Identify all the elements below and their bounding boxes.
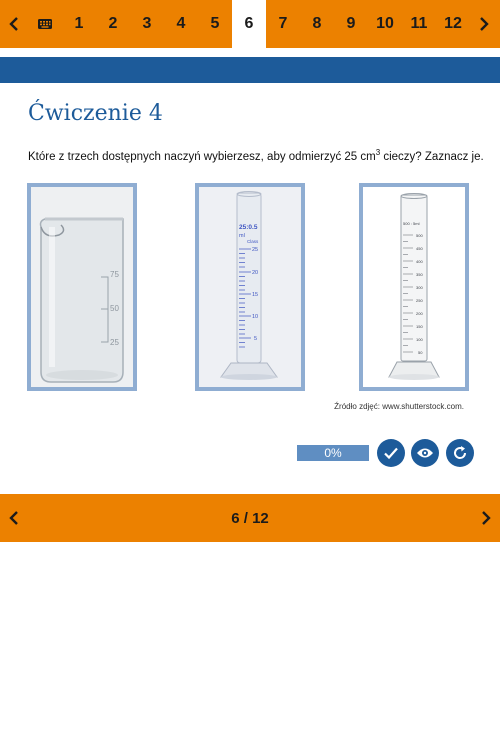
small-cylinder-label-10: 10 [252,314,259,320]
beaker-image [31,187,133,387]
bottom-next-arrow[interactable] [472,494,500,542]
small-cylinder-label-5: 5 [254,336,258,342]
page-2[interactable]: 2 [108,15,118,32]
large-cylinder-image [363,187,465,387]
check-icon [383,445,399,461]
next-page-arrow[interactable] [470,0,498,48]
small-cylinder-label-20: 20 [252,270,259,276]
page-5[interactable]: 5 [210,15,220,32]
beaker-label-50: 50 [110,304,119,313]
beaker-label-75: 75 [110,270,119,279]
large-cylinder-label-capacity: 500 : 5ml [403,221,420,226]
check-button[interactable] [377,439,405,467]
page-3[interactable]: 3 [142,15,152,32]
chevron-left-icon [8,510,20,526]
page-1[interactable]: 1 [74,15,84,32]
page-8[interactable]: 8 [312,15,322,32]
chevron-right-icon [480,510,492,526]
small-cylinder-label-capacity: 25:0.5 [239,224,258,231]
top-navigation [0,0,500,48]
large-cylinder-label-350: 350 [416,272,423,277]
page-counter: 6 / 12 [231,509,269,527]
eye-icon [416,446,434,460]
page-12[interactable]: 12 [444,15,462,32]
reset-icon [452,445,468,461]
exercise-question: Które z trzech dostępnych naczyń wybierzesz, aby odmierzyć 25 $cm^3$ cieczy? Zaznacz je. [28,148,484,163]
bottom-navigation [0,494,500,542]
small-cylinder-image [199,187,301,387]
keyboard-button[interactable] [28,0,62,48]
chevron-right-icon [478,16,490,32]
exercise-title: Ćwiczenie 4 [28,101,163,126]
beaker-label-25: 25 [110,338,119,347]
page-9[interactable]: 9 [346,15,356,32]
chevron-left-icon [8,16,20,32]
vessel-option-large-cylinder[interactable] [359,183,469,391]
section-header-bar [0,57,500,83]
large-cylinder-label-300: 300 [416,285,423,290]
small-cylinder-label-15: 15 [252,292,259,298]
large-cylinder-label-250: 250 [416,298,423,303]
vessel-option-small-cylinder[interactable] [195,183,305,391]
image-source-caption: Źródło zdjęć: www.shutterstock.com. [334,402,464,411]
small-cylinder-label-ml: ml [239,233,245,239]
large-cylinder-label-500: 500 [416,233,423,238]
page-7[interactable]: 7 [278,15,288,32]
large-cylinder-label-150: 150 [416,324,423,329]
show-answer-button[interactable] [411,439,439,467]
small-cylinder-label-class: Class [247,239,259,244]
page-11[interactable]: 11 [410,15,428,32]
large-cylinder-label-450: 450 [416,246,423,251]
large-cylinder-label-100: 100 [416,337,423,342]
large-cylinder-label-50: 50 [418,350,423,355]
bottom-prev-arrow[interactable] [0,494,28,542]
prev-page-arrow[interactable] [0,0,28,48]
progress-indicator: 0% [297,445,369,461]
reset-button[interactable] [446,439,474,467]
page-4[interactable]: 4 [176,15,186,32]
small-cylinder-label-25: 25 [252,247,259,253]
large-cylinder-label-200: 200 [416,311,423,316]
large-cylinder-label-400: 400 [416,259,423,264]
page-6-active[interactable]: 6 [232,0,266,48]
keyboard-icon [38,19,52,29]
page-10[interactable]: 10 [376,15,394,32]
vessel-option-beaker[interactable] [27,183,137,391]
